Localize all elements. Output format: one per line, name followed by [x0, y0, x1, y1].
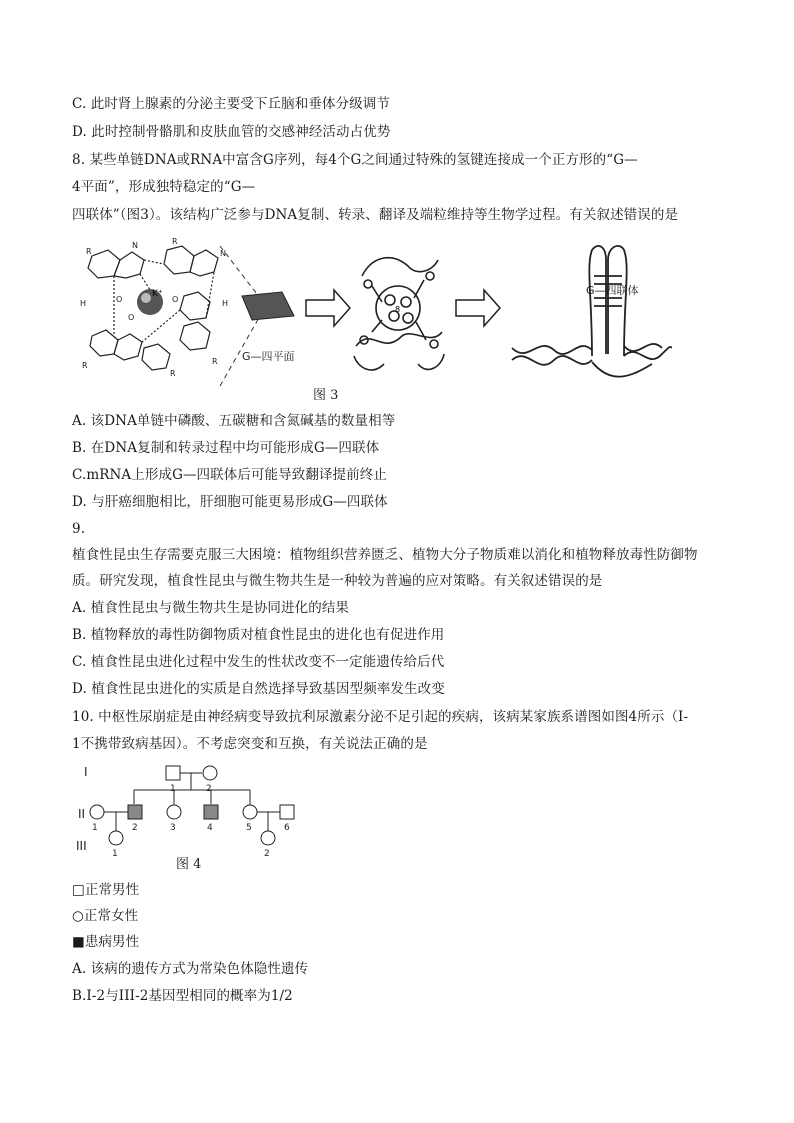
q9-stem-line-1: 植食性昆虫生存需要克服三大困境：植物组织营养匮乏、植物大分子物质难以消化和植物释放毒性防御物: [72, 547, 698, 563]
q10-option-a: A. 该病的遗传方式为常染色体隐性遗传: [72, 961, 309, 977]
svg-text:O: O: [172, 295, 179, 304]
legend-normal-female: ○正常女性: [72, 908, 139, 924]
q8-stem-line-3: 四联体”（图3）。该结构广泛参与DNA复制、转录、翻译及端粒维持等生物学过程。有关叙述错误的是: [72, 207, 679, 223]
g-quadruplex-diagram: [72, 236, 672, 406]
pedigree-I2-normal-female: [203, 766, 217, 780]
g-tetrad-on-dna: [512, 246, 672, 377]
q8-stem-line-2: 4平面”，形成独特稳定的“G—: [72, 179, 256, 195]
svg-text:O: O: [116, 295, 123, 304]
legend-affected-male: ■患病男性: [72, 934, 140, 950]
svg-text:R: R: [86, 247, 92, 256]
pedigree-number: 6: [284, 823, 290, 833]
svg-text:H: H: [222, 299, 229, 308]
pedigree-II4-affected-male: [204, 805, 218, 819]
pedigree-III2-normal-female: [261, 831, 275, 845]
pedigree-II5-normal-female: [243, 805, 257, 819]
pedigree-number: 1: [112, 849, 118, 859]
svg-text:H: H: [80, 299, 87, 308]
q8-option-b: B. 在DNA复制和转录过程中均可能形成G—四联体: [72, 440, 380, 456]
k-ion: [137, 289, 163, 315]
svg-text:O: O: [128, 313, 135, 322]
figure-4-caption: 图 4: [176, 857, 202, 872]
svg-text:K⁺: K⁺: [152, 289, 163, 299]
g-tetrad-label: G—四联体: [586, 284, 639, 297]
pedigree-I1-normal-male: [166, 766, 180, 780]
generation-III-label: III: [76, 839, 87, 853]
pedigree-II2-affected-male: [128, 805, 142, 819]
pedigree-II1-normal-female: [90, 805, 104, 819]
svg-text:R: R: [172, 237, 178, 246]
q9-stem-line-2: 质。研究发现，植食性昆虫与微生物共生是一种较为普遍的应对策略。有关叙述错误的是: [72, 573, 603, 589]
pedigree-III1-normal-female: [109, 831, 123, 845]
svg-text:R: R: [170, 369, 176, 378]
g-plane-label: G—四平面: [242, 350, 295, 363]
q7-option-d: D. 此时控制骨骼肌和皮肤血管的交感神经活动占优势: [72, 124, 391, 140]
svg-text:R: R: [82, 361, 88, 370]
pedigree-II3-normal-female: [167, 805, 181, 819]
pedigree-II6-normal-male: [280, 805, 294, 819]
pedigree-number: 1: [92, 823, 98, 833]
pedigree-number: 3: [170, 823, 176, 833]
pedigree-number: 2: [264, 849, 270, 859]
q8-option-c: C.mRNA上形成G—四联体后可能导致翻译提前终止: [72, 467, 387, 483]
svg-text:N: N: [220, 249, 226, 258]
pedigree-number: 1: [170, 784, 176, 794]
svg-text:N: N: [132, 241, 138, 250]
pedigree-number: 2: [206, 784, 212, 794]
q8-option-d: D. 与肝癌细胞相比，肝细胞可能更易形成G—四联体: [72, 494, 388, 510]
arrow-right-icon: [456, 290, 500, 326]
pedigree-number: 5: [246, 823, 252, 833]
pedigree-number: 4: [207, 823, 213, 833]
q9-option-d: D. 植食性昆虫进化的实质是自然选择导致基因型频率发生改变: [72, 681, 445, 697]
q9-number: 9.: [72, 521, 86, 537]
arrow-right-icon: [306, 290, 350, 326]
q9-option-b: B. 植物释放的毒性防御物质对植食性昆虫的进化也有促进作用: [72, 627, 445, 643]
svg-text:R: R: [212, 357, 218, 366]
q9-option-c: C. 植食性昆虫进化过程中发生的性状改变不一定能遗传给后代: [72, 654, 445, 670]
q8-option-a: A. 该DNA单链中磷酸、五碳糖和含氮碱基的数量相等: [72, 413, 396, 429]
legend-normal-male: □正常男性: [72, 882, 140, 898]
q7-option-c: C. 此时肾上腺素的分泌主要受下丘脑和垂体分级调节: [72, 96, 390, 112]
figure-3-caption: 图 3: [313, 388, 339, 403]
generation-I-label: I: [84, 765, 88, 779]
generation-II-label: II: [78, 807, 86, 821]
figure-3: [72, 236, 672, 406]
q8-stem-line-1: 8. 某些单链DNA或RNA中富含G序列，每4个G之间通过特殊的氢键连接成一个正方形的“G—: [72, 152, 638, 168]
q9-option-a: A. 植食性昆虫与微生物共生是协同进化的结果: [72, 600, 350, 616]
q10-stem-line-1: 10. 中枢性尿崩症是由神经病变导致抗利尿激素分泌不足引起的疾病，该病某家族系谱图如图4所示（I-: [72, 709, 689, 725]
svg-text:8: 8: [395, 305, 401, 314]
q10-option-b: B.I-2与III-2基因型相同的概率为1/2: [72, 988, 293, 1004]
g-plane-shape: [242, 292, 294, 320]
q10-stem-line-2: 1不携带致病基因）。不考虑突变和互换，有关说法正确的是: [72, 736, 428, 752]
pedigree-number: 2: [132, 823, 138, 833]
